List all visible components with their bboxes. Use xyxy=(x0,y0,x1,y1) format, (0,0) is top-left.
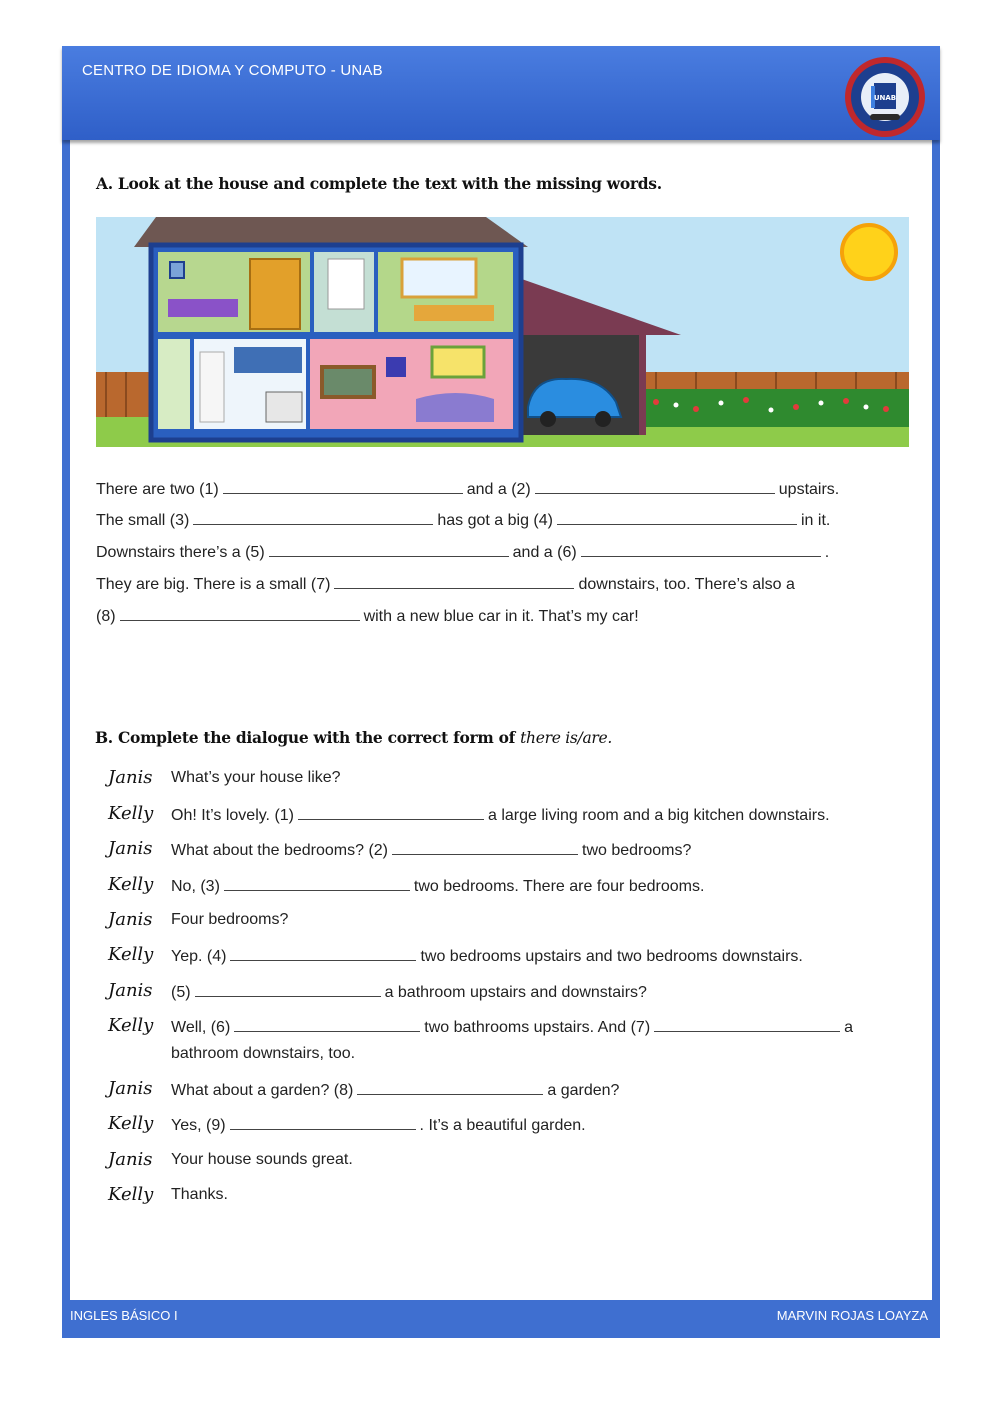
dialogue-line: Thanks. xyxy=(171,1186,228,1203)
blank-2[interactable] xyxy=(392,840,578,855)
house-illustration xyxy=(96,217,909,447)
dialogue-line: What about a garden? (8) a garden? xyxy=(171,1082,620,1099)
blank-7[interactable] xyxy=(654,1017,840,1032)
speaker-kelly: Kelly xyxy=(108,1113,154,1134)
speaker-janis: Janis xyxy=(108,1078,153,1099)
speaker-kelly: Kelly xyxy=(108,944,154,965)
footer-course: INGLES BÁSICO I xyxy=(70,1308,178,1323)
dialogue-line: What’s your house like? xyxy=(171,769,341,786)
text-line-5: (8) with a new blue car in it. That’s my car! xyxy=(96,608,639,625)
blank-7[interactable] xyxy=(334,574,574,589)
dialogue-line: Oh! It’s lovely. (1) a large living room and a big kitchen downstairs. xyxy=(171,807,830,824)
dialogue-line: No, (3) two bedrooms. There are four bedrooms. xyxy=(171,878,705,895)
section-a-heading: A. Look at the house and complete the text with the missing words. xyxy=(96,174,662,193)
blank-1[interactable] xyxy=(298,805,484,820)
speaker-janis: Janis xyxy=(108,838,153,859)
dialogue-line: Well, (6) two bathrooms upstairs. And (7) a xyxy=(171,1019,854,1036)
text-line-3: Downstairs there’s a (5) and a (6) . xyxy=(96,544,830,561)
text-line-2: The small (3) has got a big (4) in it. xyxy=(96,512,831,529)
speaker-janis: Janis xyxy=(108,909,153,930)
dialogue-line: (5) a bathroom upstairs and downstairs? xyxy=(171,984,647,1001)
footer-author: MARVIN ROJAS LOAYZA xyxy=(776,1308,928,1323)
dialogue-line: Yep. (4) two bedrooms upstairs and two bedrooms downstairs. xyxy=(171,948,803,965)
speaker-kelly: Kelly xyxy=(108,1015,154,1036)
blank-3[interactable] xyxy=(224,876,410,891)
blank-4[interactable] xyxy=(557,510,797,525)
speaker-kelly: Kelly xyxy=(108,874,154,895)
dialogue-line: Four bedrooms? xyxy=(171,911,289,928)
blank-9[interactable] xyxy=(230,1115,416,1130)
blank-8[interactable] xyxy=(357,1080,543,1095)
header-title: CENTRO DE IDIOMA Y COMPUTO - UNAB xyxy=(82,62,383,79)
blank-8[interactable] xyxy=(120,606,360,621)
text-line-1: There are two (1) and a (2) upstairs. xyxy=(96,481,840,498)
unab-logo xyxy=(844,56,926,138)
blank-5[interactable] xyxy=(269,542,509,557)
blank-2[interactable] xyxy=(535,479,775,494)
logo-text: UNAB xyxy=(873,94,897,102)
section-b-heading: B. Complete the dialogue with the correct form of there is/are. xyxy=(95,728,613,747)
footer-bar xyxy=(62,1300,940,1338)
blank-6[interactable] xyxy=(234,1017,420,1032)
speaker-janis: Janis xyxy=(108,980,153,1001)
dialogue-line-continued: bathroom downstairs, too. xyxy=(171,1045,356,1062)
dialogue-line: Yes, (9) . It’s a beautiful garden. xyxy=(171,1117,586,1134)
speaker-janis: Janis xyxy=(108,767,153,788)
blank-3[interactable] xyxy=(193,510,433,525)
blank-4[interactable] xyxy=(230,946,416,961)
text-line-4: They are big. There is a small (7) downstairs, too. There’s also a xyxy=(96,576,795,593)
speaker-kelly: Kelly xyxy=(108,803,154,824)
speaker-janis: Janis xyxy=(108,1149,153,1170)
blank-6[interactable] xyxy=(581,542,821,557)
dialogue-line: What about the bedrooms? (2) two bedrooms? xyxy=(171,842,692,859)
speaker-kelly: Kelly xyxy=(108,1184,154,1205)
dialogue-line: Your house sounds great. xyxy=(171,1151,353,1168)
blank-5[interactable] xyxy=(195,982,381,997)
header-banner xyxy=(62,46,940,140)
blank-1[interactable] xyxy=(223,479,463,494)
